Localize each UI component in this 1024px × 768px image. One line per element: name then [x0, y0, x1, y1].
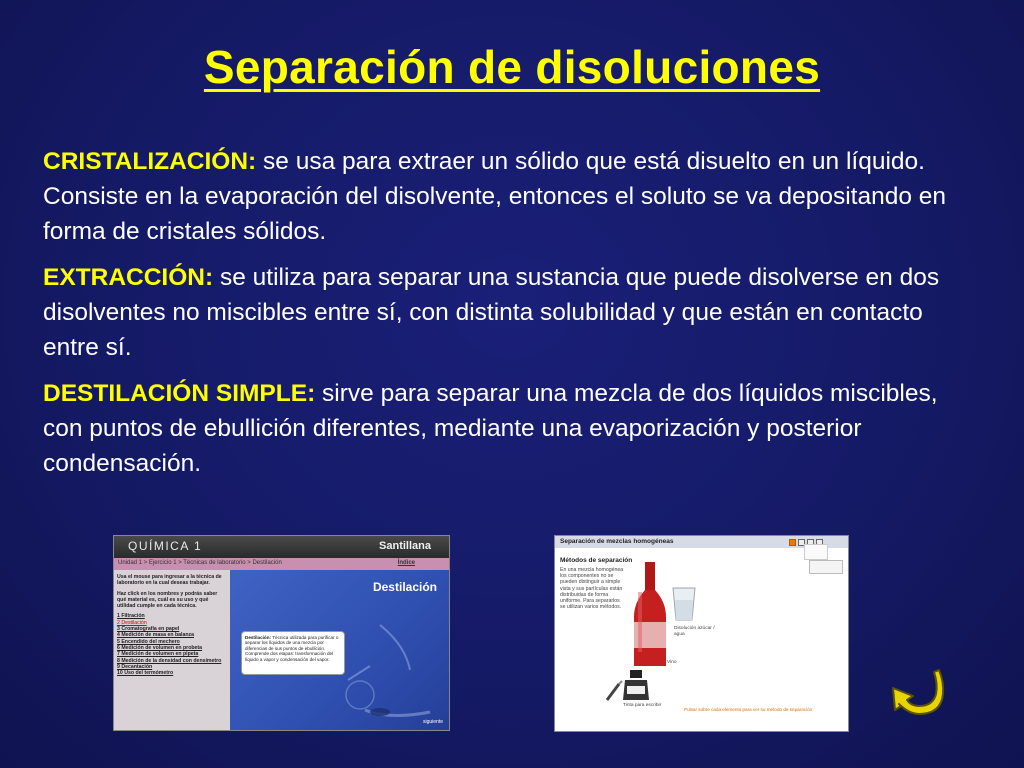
technique-menu — [114, 570, 230, 730]
slide-title: Separación de disoluciones — [203, 41, 821, 93]
term-extraccion: EXTRACCIÓN: — [43, 264, 214, 291]
menu-item: 3 Cromatografía en papel — [117, 626, 180, 633]
menu-item: 6 Medición de volumen en probeta — [117, 644, 203, 651]
definition-term: Destilación: — [245, 635, 272, 640]
screenshot2-title: Separación de mezclas homogéneas — [560, 538, 674, 545]
sugar-water-caption: Disolución azúcar / agua — [674, 626, 715, 637]
index-link: Índice — [397, 560, 415, 566]
definition-box — [241, 631, 345, 675]
term-destilacion: DESTILACIÓN SIMPLE: — [43, 380, 316, 407]
text-extraccion: se utiliza para separar una sustancia que puede disolverse en dos disolventes no miscibles entre sí, con distinta solubilidad y que están en contacto entre sí. — [43, 264, 940, 361]
navigation-control — [809, 560, 843, 574]
destilacion-panel — [230, 570, 449, 730]
paragraph-cristalizacion — [43, 144, 978, 249]
pen-icon — [605, 680, 623, 702]
menu-item: 1 Filtración — [117, 613, 145, 620]
panel-title: Destilación — [372, 580, 437, 594]
text-destilacion: sirve para separar una mezcla de dos líquidos miscibles, con puntos de ebullición diferentes, mediante una evaporización y posterior condensación. — [43, 380, 938, 477]
term-cristalizacion: CRISTALIZACIÓN: — [43, 148, 257, 175]
screenshot2-subtitle: Métodos de separación — [560, 557, 633, 564]
menu-item: 8 Medición de la densidad con densímetro — [117, 657, 222, 664]
menu-item: 9 Decantación — [117, 663, 153, 670]
paragraph-extraccion — [43, 260, 978, 365]
destilacion-screenshot — [113, 535, 450, 731]
screenshot2-footer: Pulsar sobre cada elemento para ver su método de separación — [684, 707, 813, 712]
menu-item: 4 Medición de masa en balanza — [117, 632, 194, 639]
paragraph-destilacion — [43, 376, 978, 481]
menu-instructions: Usa el mouse para ingresar a la técnica de laboratorio en la cual deseas trabajar. — [117, 574, 222, 587]
decorative-panel — [804, 544, 828, 560]
menu-item-active: 2 Destilación — [117, 619, 147, 626]
wine-bottle-icon — [630, 562, 670, 672]
breadcrumb-text: Unidad 1 > Ejercicio 1 > Técnicas de laboratorio > Destilación — [118, 560, 282, 566]
publisher-label: Santillana — [379, 540, 431, 552]
return-arrow-icon[interactable] — [887, 664, 953, 718]
wine-caption: Vino — [667, 660, 677, 665]
menu-item: 10 Uso del termómetro — [117, 670, 174, 677]
menu-item: 5 Encendido del mechero — [117, 638, 180, 645]
text-cristalizacion: se usa para extraer un sólido que está disuelto en un líquido. Consiste en la evaporación del disolvente, entonces el soluto se va depositando en forma de cristales sólidos. — [43, 148, 947, 245]
screenshot-header — [114, 536, 449, 558]
menu-instructions-2: Haz click en los nombres y podrás saber qué material es, cuál es su uso y qué utilidad cumple en cada técnica. — [117, 590, 218, 610]
definition-text: Técnica utilizada para purificar o separar los líquidos de una mezcla por diferencias de sus puntos de ebullición. Comprende dos etapas: transformación del líquido a vapor y condensación del vapor. — [245, 635, 339, 662]
screenshot2-paragraph: En una mezcla homogénea los componentes no se pueden distinguir a simple vista y sus partículas están distribuidas de forma uniforme. Para separarlos se utilizan varios métodos. — [560, 567, 624, 611]
slide-body — [43, 144, 978, 492]
menu-item: 7 Medición de volumen en pipeta — [117, 651, 199, 658]
sugar-water-glass-icon — [671, 586, 697, 622]
ink-caption: Tinta para escribir — [623, 703, 662, 708]
brand-label: QUÍMICA 1 — [128, 539, 203, 553]
breadcrumb — [114, 558, 449, 570]
ink-bottle-icon — [621, 668, 651, 702]
help-icon — [789, 539, 796, 546]
next-link: siguiente — [422, 719, 443, 725]
mezclas-homogeneas-screenshot — [554, 535, 849, 732]
